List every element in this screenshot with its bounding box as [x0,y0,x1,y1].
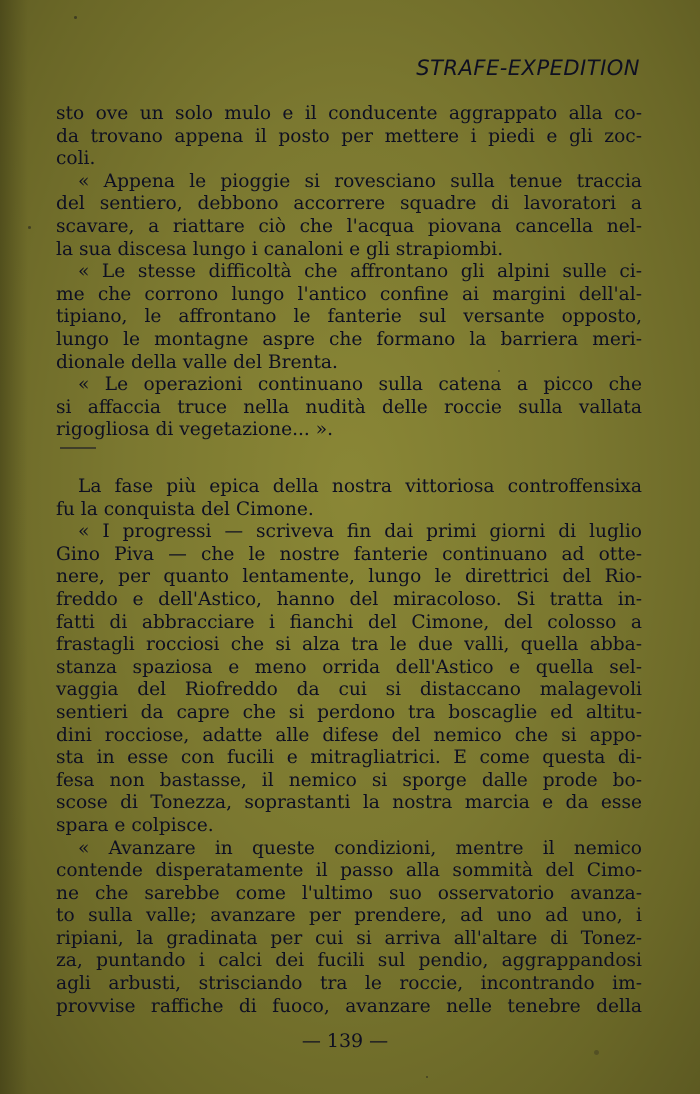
text-line: freddo e dell'Astico, hanno del miracoloso. Si tratta in- [56,588,642,610]
text-line: vaggia del Riofreddo da cui si distaccano malagevoli [56,679,642,701]
text-line: da trovano appena il posto per mettere i piedi e gli zoc- [56,125,642,147]
text-line: sto ove un solo mulo e il conducente aggrappato alla co- [56,103,642,124]
text-line: rigogliosa di vegetazione... ». [56,419,334,441]
text-line: La fase più epica della nostra vittoriosa controffensixa [78,476,642,497]
text-line: sta in esse con fucili e mitragliatrici. E come questa di- [56,747,642,769]
text-line: za, puntando i calci dei fucili sul pendio, aggrappandosi [56,950,642,972]
page-gutter-shadow [0,0,28,1094]
text-line: fesa non bastasse, il nemico si sporge dalle prode bo- [56,769,642,791]
text-line: provvise raffiche di fuoco, avanzare nelle tenebre della [56,995,642,1017]
page-number: — 139 — [301,1030,389,1052]
text-line: me che corrono lungo l'antico confine ai margini dell'al- [56,283,642,305]
text-line: to sulla valle; avanzare per prendere, ad uno ad uno, i [56,905,642,927]
text-line: contende disperatamente il passo alla sommità del Cimo- [56,860,642,882]
text-line: ne che sarebbe come l'ultimo suo osservatorio avanza- [56,882,642,904]
text-line: la sua discesa lungo i canaloni e gli strapiombi. [56,238,504,260]
print-speck [498,370,500,372]
section-break-rule [60,447,96,449]
text-line: « Appena le pioggie si rovesciano sulla tenue traccia [78,170,642,192]
text-line: « Le stesse difficoltà che affrontano gli alpini sulle ci- [78,261,642,283]
print-speck [28,226,31,229]
text-line: scose di Tonezza, soprastanti la nostra marcia e da esse [56,792,642,814]
text-line: agli arbusti, strisciando tra le roccie, incontrando im- [56,973,642,995]
text-line: dionale della valle del Brenta. [56,351,338,373]
print-speck [426,1076,428,1078]
text-line: tipiano, le affrontano le fanterie sul versante opposto, [56,306,642,328]
running-head: STRAFE-EXPEDITION [416,56,640,80]
text-line: « Le operazioni continuano sulla catena a picco che [78,374,642,396]
text-line: fatti di abbracciare i fianchi del Cimone, del colosso a [56,611,642,633]
text-line: dini rocciose, adatte alle difese del nemico che si appo- [56,724,642,746]
text-block-continuation [56,103,642,442]
text-line: spara e colpisce. [56,814,214,836]
text-line: coli. [56,148,96,170]
text-line: ripiani, la gradinata per cui si arriva all'altare di Tonez- [56,927,642,949]
text-line: « Avanzare in queste condizioni, mentre il nemico [78,837,642,859]
text-line: Gino Piva — che le nostre fanterie continuano ad otte- [56,543,642,565]
text-line: stanza spaziosa e meno orrida dell'Astico e quella sel- [56,656,642,678]
print-speck [74,16,77,19]
text-block-cimone [56,476,642,1018]
text-line: scavare, a riattare ciò che l'acqua piovana cancella nel- [56,215,642,237]
text-line: del sentiero, debbono accorrere squadre di lavoratori a [56,193,642,215]
text-line: fu la conquista del Cimone. [56,498,314,520]
text-line: lungo le montagne aspre che formano la barriera meri- [56,328,642,350]
text-line: si affaccia truce nella nudità delle roccie sulla vallata [56,396,642,418]
text-line: sentieri da capre che si perdono tra boscaglie ed altitu- [56,701,642,723]
print-speck [594,1050,599,1055]
text-line: frastagli rocciosi che si alza tra le due valli, quella abba- [56,634,642,656]
text-line: « I progressi — scriveva fin dai primi giorni di luglio [78,521,642,543]
text-line: nere, per quanto lentamente, lungo le direttrici del Rio- [56,566,642,588]
